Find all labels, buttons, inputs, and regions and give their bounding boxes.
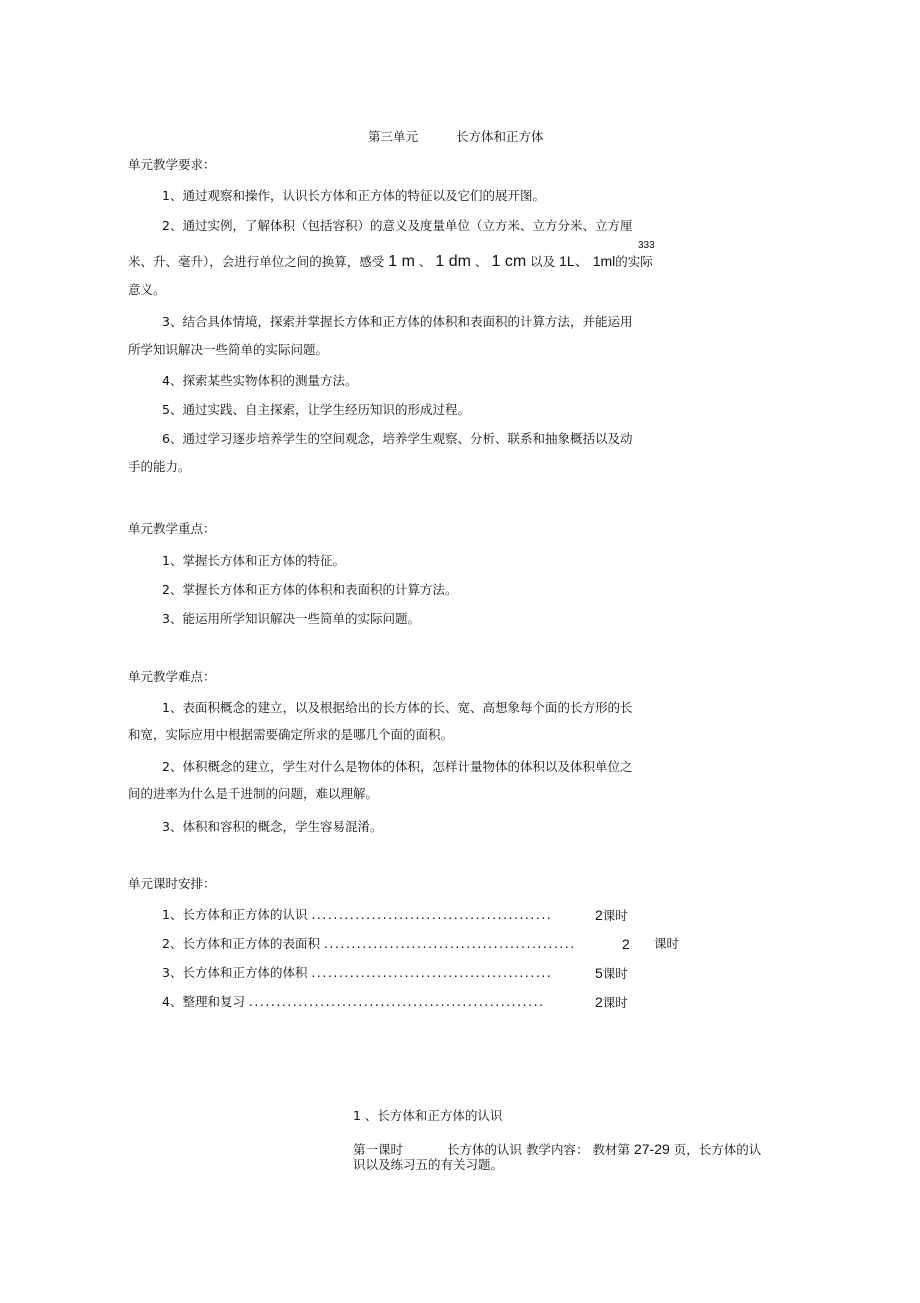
requirement-item: 2、通过实例，了解体积（包括容积）的意义及度量单位（立方米、立方分米、立方厘: [162, 218, 633, 233]
schedule-heading: 单元课时安排：: [128, 876, 216, 891]
leader-dots: ............................................: [311, 907, 553, 922]
difficulties-heading: 单元教学难点：: [128, 669, 216, 684]
hours: 2: [622, 936, 630, 952]
lesson-heading: 1 、长方体和正方体的认识: [353, 1108, 503, 1123]
hours-unit: 课时: [602, 966, 628, 981]
unit-ml: 1ml: [592, 253, 616, 269]
difficulty-item: 3、体积和容积的概念，学生容易混淆。: [162, 819, 383, 834]
requirement-item-continued: [128, 253, 653, 270]
lesson-line: [353, 1141, 761, 1158]
text: 、: [418, 254, 432, 269]
hours: 2: [595, 907, 603, 923]
unit-cm: 1 cm: [491, 253, 527, 270]
schedule-label: 4、整理和复习: [162, 994, 245, 1009]
leader-dots: ......................................................: [248, 994, 545, 1009]
text: 、: [474, 254, 488, 269]
lesson-line: 识以及练习五的有关习题。: [353, 1157, 504, 1172]
requirement-item: 6、通过学习逐步培养学生的空间观念，培养学生观察、分析、联系和抽象概括以及动: [162, 431, 633, 446]
unit-number: 第三单元: [368, 129, 419, 144]
hours-unit: 课时: [602, 995, 628, 1010]
text: 米、升、毫升），会进行单位之间的换算，感受: [128, 254, 385, 269]
unit-dm: 1 dm: [435, 253, 471, 270]
key-point-item: 1、掌握长方体和正方体的特征。: [162, 553, 345, 568]
text: 长方体的认识 教学内容： 教材第: [447, 1142, 630, 1157]
schedule-hours: [595, 994, 628, 1011]
requirements-heading: 单元教学要求：: [128, 157, 216, 172]
schedule-row: [162, 965, 552, 981]
hours: 5: [595, 965, 603, 981]
requirement-item: 3、结合具体情境，探索并掌握长方体和正方体的体积和表面积的计算方法，并能运用: [162, 314, 633, 329]
schedule-hours: [595, 907, 628, 924]
page-range: 27-29: [633, 1141, 670, 1157]
text: 的实际: [615, 254, 653, 269]
schedule-label: 1、长方体和正方体的认识: [162, 907, 308, 922]
requirement-item-continued: 意义。: [128, 282, 166, 297]
key-points-heading: 单元教学重点：: [128, 521, 216, 536]
lesson-number: 第一课时: [353, 1142, 404, 1157]
requirement-item: 5、通过实践、自主探索，让学生经历知识的形成过程。: [162, 402, 470, 417]
difficulty-item-continued: 间的进率为什么是千进制的问题，难以理解。: [128, 786, 379, 801]
unit-l: 1L、: [559, 253, 589, 269]
hours-unit: 课时: [602, 908, 628, 923]
unit-name: 长方体和正方体: [456, 129, 544, 144]
requirement-item: 4、探索某些实物体积的测量方法。: [162, 373, 358, 388]
schedule-row: [162, 994, 545, 1010]
difficulty-item: 2、体积概念的建立，学生对什么是物体的体积，怎样计量物体的体积以及体积单位之: [162, 759, 633, 774]
requirement-item: 1、通过观察和操作，认识长方体和正方体的特征以及它们的展开图。: [162, 188, 545, 203]
schedule-hours: [595, 965, 628, 982]
leader-dots: ............................................: [311, 965, 553, 980]
unit-m: 1 m: [388, 253, 415, 270]
unit-title: [368, 129, 544, 145]
text: 以及: [530, 254, 556, 269]
requirement-item-continued: 所学知识解决一些简单的实际问题。: [128, 342, 329, 357]
superscript: 333: [638, 240, 655, 251]
hours: 2: [595, 994, 603, 1010]
schedule-row: [162, 907, 552, 923]
difficulty-item: 1、表面积概念的建立，以及根据给出的长方体的长、宽、高想象每个面的长方形的长: [162, 700, 633, 715]
schedule-label: 3、长方体和正方体的体积: [162, 965, 308, 980]
schedule-label: 2、长方体和正方体的表面积: [162, 936, 320, 951]
schedule-row: [162, 936, 576, 952]
hours-unit: 课时: [654, 936, 680, 951]
text: 页，长方体的认: [673, 1142, 762, 1157]
key-point-item: 2、掌握长方体和正方体的体积和表面积的计算方法。: [162, 582, 458, 597]
difficulty-item-continued: 和宽，实际应用中根据需要确定所求的是哪几个面的面积。: [128, 727, 454, 742]
requirement-item-continued: 手的能力。: [128, 459, 191, 474]
key-point-item: 3、能运用所学知识解决一些简单的实际问题。: [162, 611, 420, 626]
leader-dots: ..............................................: [323, 936, 576, 951]
